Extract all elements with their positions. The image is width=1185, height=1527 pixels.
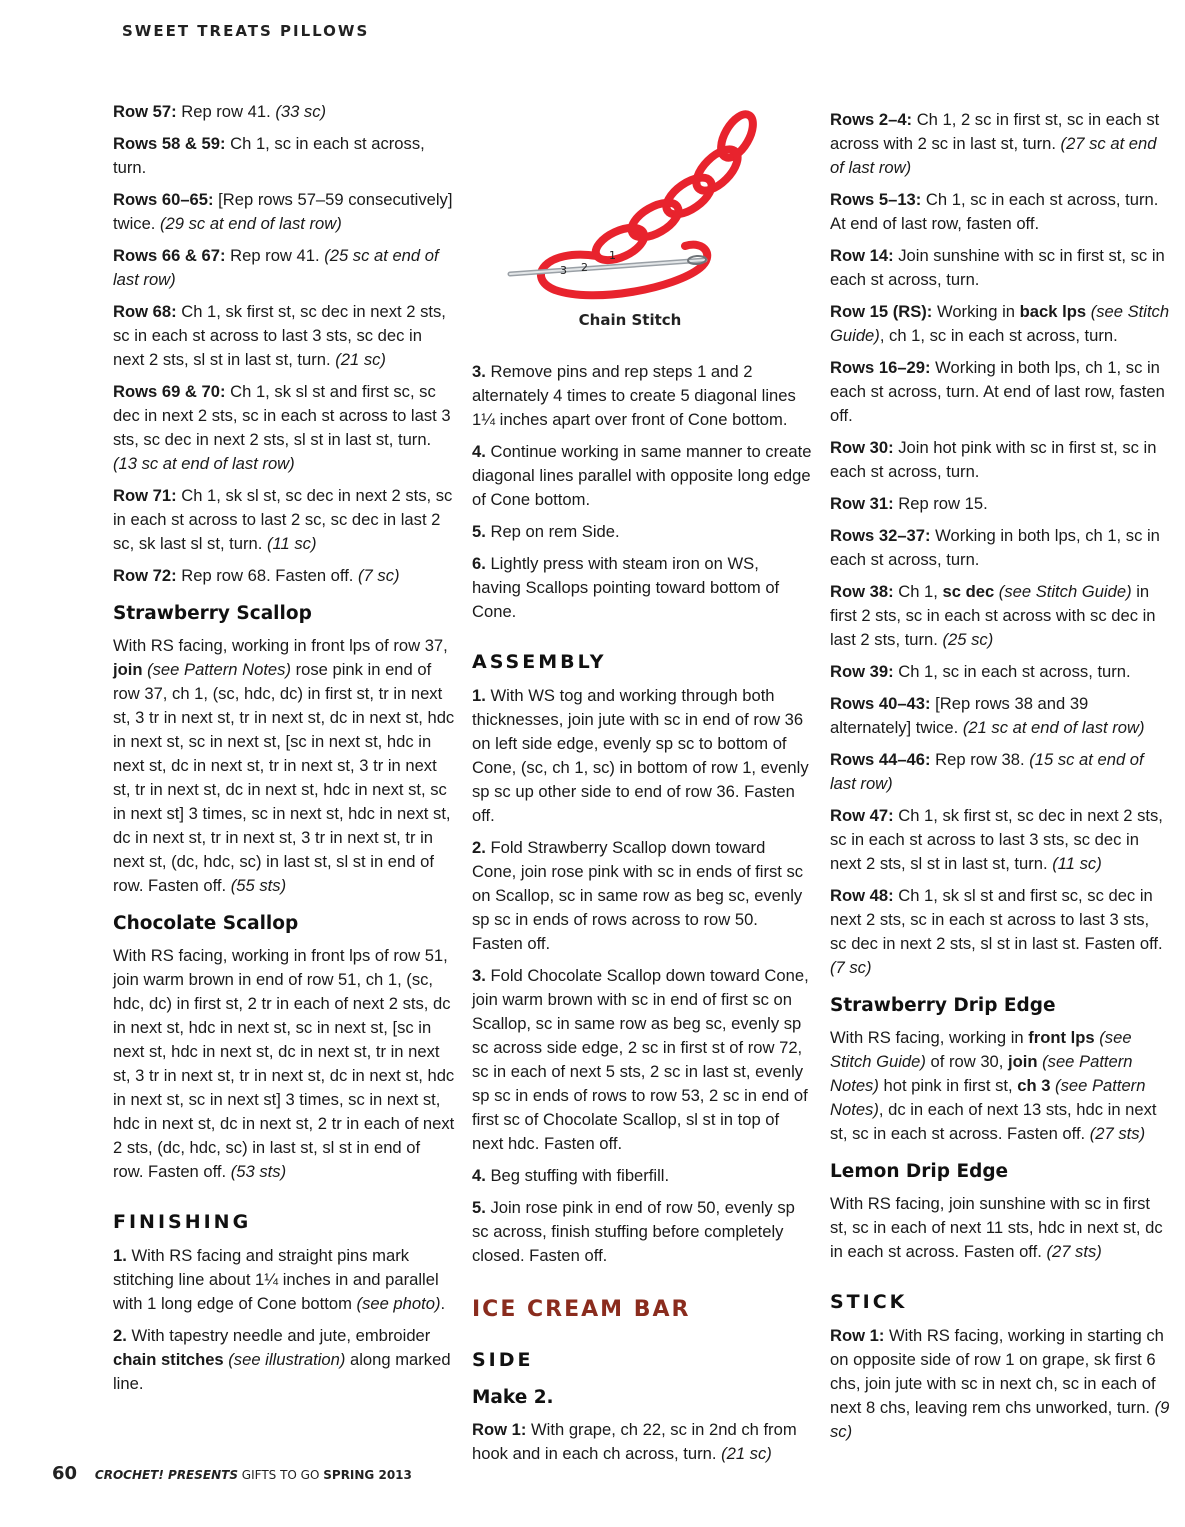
instruction-paragraph: With RS facing, join sunshine with sc in first st, sc in each of next 11 sts, hdc in next st, dc in each st across. Fasten off. (27 sts) — [830, 1194, 1163, 1261]
subheading-strawberry-drip-edge: Strawberry Drip Edge — [830, 995, 1056, 1016]
pattern-row: Rows 5–13: Ch 1, sc in each st across, turn. At end of last row, fasten off. — [830, 190, 1159, 233]
step-item: 4. Beg stuffing with fiberfill. — [472, 1166, 670, 1185]
pattern-row: Row 72: Rep row 68. Fasten off. (7 sc) — [113, 566, 400, 585]
pattern-row: Row 71: Ch 1, sk sl st, sc dec in next 2 sts, sc in each st across to last 2 sc, sc dec in last 2 sc, sk last sl st, turn. (11 sc) — [113, 486, 453, 553]
pattern-row: Row 1: With RS facing, working in starting ch on opposite side of row 1 on grape, sk first 6 chs, join jute with sc in next ch, sc in each of next 8 chs, leaving rem chs unworked, turn. (9 sc) — [830, 1326, 1170, 1441]
chain-stitch-drawing — [505, 108, 765, 308]
marker-2: 2 — [581, 261, 588, 274]
subheading-make-2: Make 2. — [472, 1387, 554, 1408]
pattern-row: Rows 40–43: [Rep rows 38 and 39 alternately] twice. (21 sc at end of last row) — [830, 694, 1145, 737]
figure-caption: Chain Stitch — [578, 311, 682, 329]
subheading-chocolate-scallop: Chocolate Scallop — [113, 913, 299, 934]
step-item: 4. Continue working in same manner to create diagonal lines parallel with opposite long edge of Cone bottom. — [472, 442, 812, 509]
step-item: 2. Fold Strawberry Scallop down toward Cone, join rose pink with sc in ends of first sc on Scallop, sc in same row as beg sc, evenly sp sc in ends of rows across to row 50. Fasten off. — [472, 838, 804, 953]
issue-season: SPRING 2013 — [323, 1468, 412, 1482]
pattern-row: Row 15 (RS): Working in back lps (see Stitch Guide), ch 1, sc in each st across, turn. — [830, 302, 1170, 345]
pattern-row: Rows 44–46: Rep row 38. (15 sc at end of last row) — [830, 750, 1144, 793]
pattern-row: Row 39: Ch 1, sc in each st across, turn. — [830, 662, 1131, 681]
step-item: 6. Lightly press with steam iron on WS, having Scallops pointing toward bottom of Cone. — [472, 554, 780, 621]
section-stick: STICK — [830, 1291, 908, 1313]
pattern-row: Row 57: Rep row 41. (33 sc) — [113, 102, 327, 121]
instruction-paragraph: With RS facing, working in front lps (see Stitch Guide) of row 30, join (see Pattern Notes) hot pink in first st, ch 3 (see Pattern Notes), dc in each of next 13 sts, hdc in next st, sc in each st across. Fasten off. (27 sts) — [830, 1028, 1157, 1143]
section-ice-cream-bar: ICE CREAM BAR — [472, 1297, 691, 1322]
step-item: 5. Rep on rem Side. — [472, 522, 620, 541]
step-item: 5. Join rose pink in end of row 50, evenly sp sc across, finish stuffing before completely closed. Fasten off. — [472, 1198, 795, 1265]
pattern-row: Row 31: Rep row 15. — [830, 494, 988, 513]
pattern-row: Row 47: Ch 1, sk first st, sc dec in next 2 sts, sc in each st across to last 3 sts, sc dec in next 2 sts, sl st in last st, turn. (11 sc) — [830, 806, 1163, 873]
page-footer — [52, 1463, 412, 1484]
section-side: SIDE — [472, 1349, 534, 1371]
pattern-row: Row 1: With grape, ch 22, sc in 2nd ch from hook and in each ch across, turn. (21 sc) — [472, 1420, 797, 1463]
pattern-row: Rows 69 & 70: Ch 1, sk sl st and first sc, sc dec in next 2 sts, sc in each st across to last 3 sts, sc dec in next 2 sts, sl st in last st, turn. (13 sc at end of last row) — [113, 382, 451, 473]
subheading-strawberry-scallop: Strawberry Scallop — [113, 603, 312, 624]
section-assembly: ASSEMBLY — [472, 651, 607, 673]
pattern-row: Row 30: Join hot pink with sc in first st, sc in each st across, turn. — [830, 438, 1157, 481]
section-finishing: FINISHING — [113, 1211, 252, 1233]
marker-3: 3 — [560, 264, 567, 277]
pattern-row: Rows 32–37: Working in both lps, ch 1, sc in each st across, turn. — [830, 526, 1160, 569]
step-item: 1. With WS tog and working through both thicknesses, join jute with sc in end of row 36 on left side edge, evenly sp sc to bottom of Cone, (sc, ch 1, sc) in bottom of row 1, evenly sp sc up other side to end of row 36. Fasten off. — [472, 686, 809, 825]
column-2 — [472, 360, 812, 1474]
pattern-row: Rows 2–4: Ch 1, 2 sc in first st, sc in each st across with 2 sc in last st, turn. (27 sc at end of last row) — [830, 110, 1160, 177]
pattern-row: Rows 16–29: Working in both lps, ch 1, sc in each st across, turn. At end of last row, fasten off. — [830, 358, 1165, 425]
pattern-row: Row 14: Join sunshine with sc in first st, sc in each st across, turn. — [830, 246, 1165, 289]
pattern-row: Row 68: Ch 1, sk first st, sc dec in next 2 sts, sc in each st across to last 3 sts, sc dec in next 2 sts, sl st in last st, turn. (21 sc) — [113, 302, 446, 369]
instruction-paragraph: With RS facing, working in front lps of row 37, join (see Pattern Notes) rose pink in end of row 37, ch 1, (sc, hdc, dc) in first st, tr in next st, 3 tr in next st, tr in next st, dc in next st, hdc in next st, sc in next st, [sc in next st, hdc in next st, dc in next st, tr in next st, 3 tr in next st, tr in next st, dc in next st, hdc in next st, sc in next st] 3 times, sc in next st, hdc in next st, dc in next st, tr in next st, 3 tr in next st, tr in next st, (dc, hdc, sc) in last st, sl st in end of row. Fasten off. (55 sts) — [113, 636, 455, 895]
step-item: 2. With tapestry needle and jute, embroider chain stitches (see illustration) along marked line. — [113, 1326, 451, 1393]
issue-name: GIFTS TO GO — [241, 1468, 324, 1482]
pattern-row: Rows 60–65: [Rep rows 57–59 consecutively] twice. (29 sc at end of last row) — [113, 190, 453, 233]
page-header: SWEET TREATS PILLOWS — [122, 22, 370, 40]
column-3 — [830, 108, 1170, 1452]
pattern-row: Row 38: Ch 1, sc dec (see Stitch Guide) in first 2 sts, sc in each st across with sc dec in last 2 sts, turn. (25 sc) — [830, 582, 1156, 649]
magazine-name: CROCHET! PRESENTS — [94, 1468, 238, 1482]
column-1 — [113, 100, 455, 1404]
pattern-row: Rows 58 & 59: Ch 1, sc in each st across, turn. — [113, 134, 425, 177]
chain-stitch-illustration — [505, 108, 765, 338]
subheading-lemon-drip-edge: Lemon Drip Edge — [830, 1161, 1009, 1182]
step-item: 1. With RS facing and straight pins mark stitching line about 1¼ inches in and parallel with 1 long edge of Cone bottom (see photo). — [113, 1246, 446, 1313]
page-number: 60 — [52, 1463, 78, 1484]
step-item: 3. Fold Chocolate Scallop down toward Cone, join warm brown with sc in end of first sc on Scallop, sc in same row as beg sc, evenly sp sc across side edge, 2 sc in first st of row 72, sc in each of next 5 sts, 2 sc in last st, evenly sp sc in ends of rows to row 53, 2 sc in end of first sc of Chocolate Scallop, sl st in top of next hdc. Fasten off. — [472, 966, 809, 1153]
instruction-paragraph: With RS facing, working in front lps of row 51, join warm brown in end of row 51, ch 1, (sc, hdc, dc) in first st, 2 tr in each of next 2 sts, dc in next st, hdc in next st, sc in next st, [sc in next st, hdc in next st, dc in next st, tr in next st, 3 tr in next st, tr in next st, dc in next st, hdc in next st, sc in next st] 3 times, sc in next st, hdc in next st, dc in next st, 2 tr in each of next 2 sts, (dc, hdc, sc) in last st, sl st in end of row. Fasten off. (53 sts) — [113, 946, 455, 1181]
pattern-row: Row 48: Ch 1, sk sl st and first sc, sc dec in next 2 sts, sc in each st across to last 3 sts, sc dec in next 2 sts, sl st in last st. Fasten off. (7 sc) — [830, 886, 1163, 977]
marker-1: 1 — [609, 249, 616, 262]
step-item: 3. Remove pins and rep steps 1 and 2 alternately 4 times to create 5 diagonal lines 1¼ inches apart over front of Cone bottom. — [472, 362, 796, 429]
pattern-row: Rows 66 & 67: Rep row 41. (25 sc at end of last row) — [113, 246, 439, 289]
